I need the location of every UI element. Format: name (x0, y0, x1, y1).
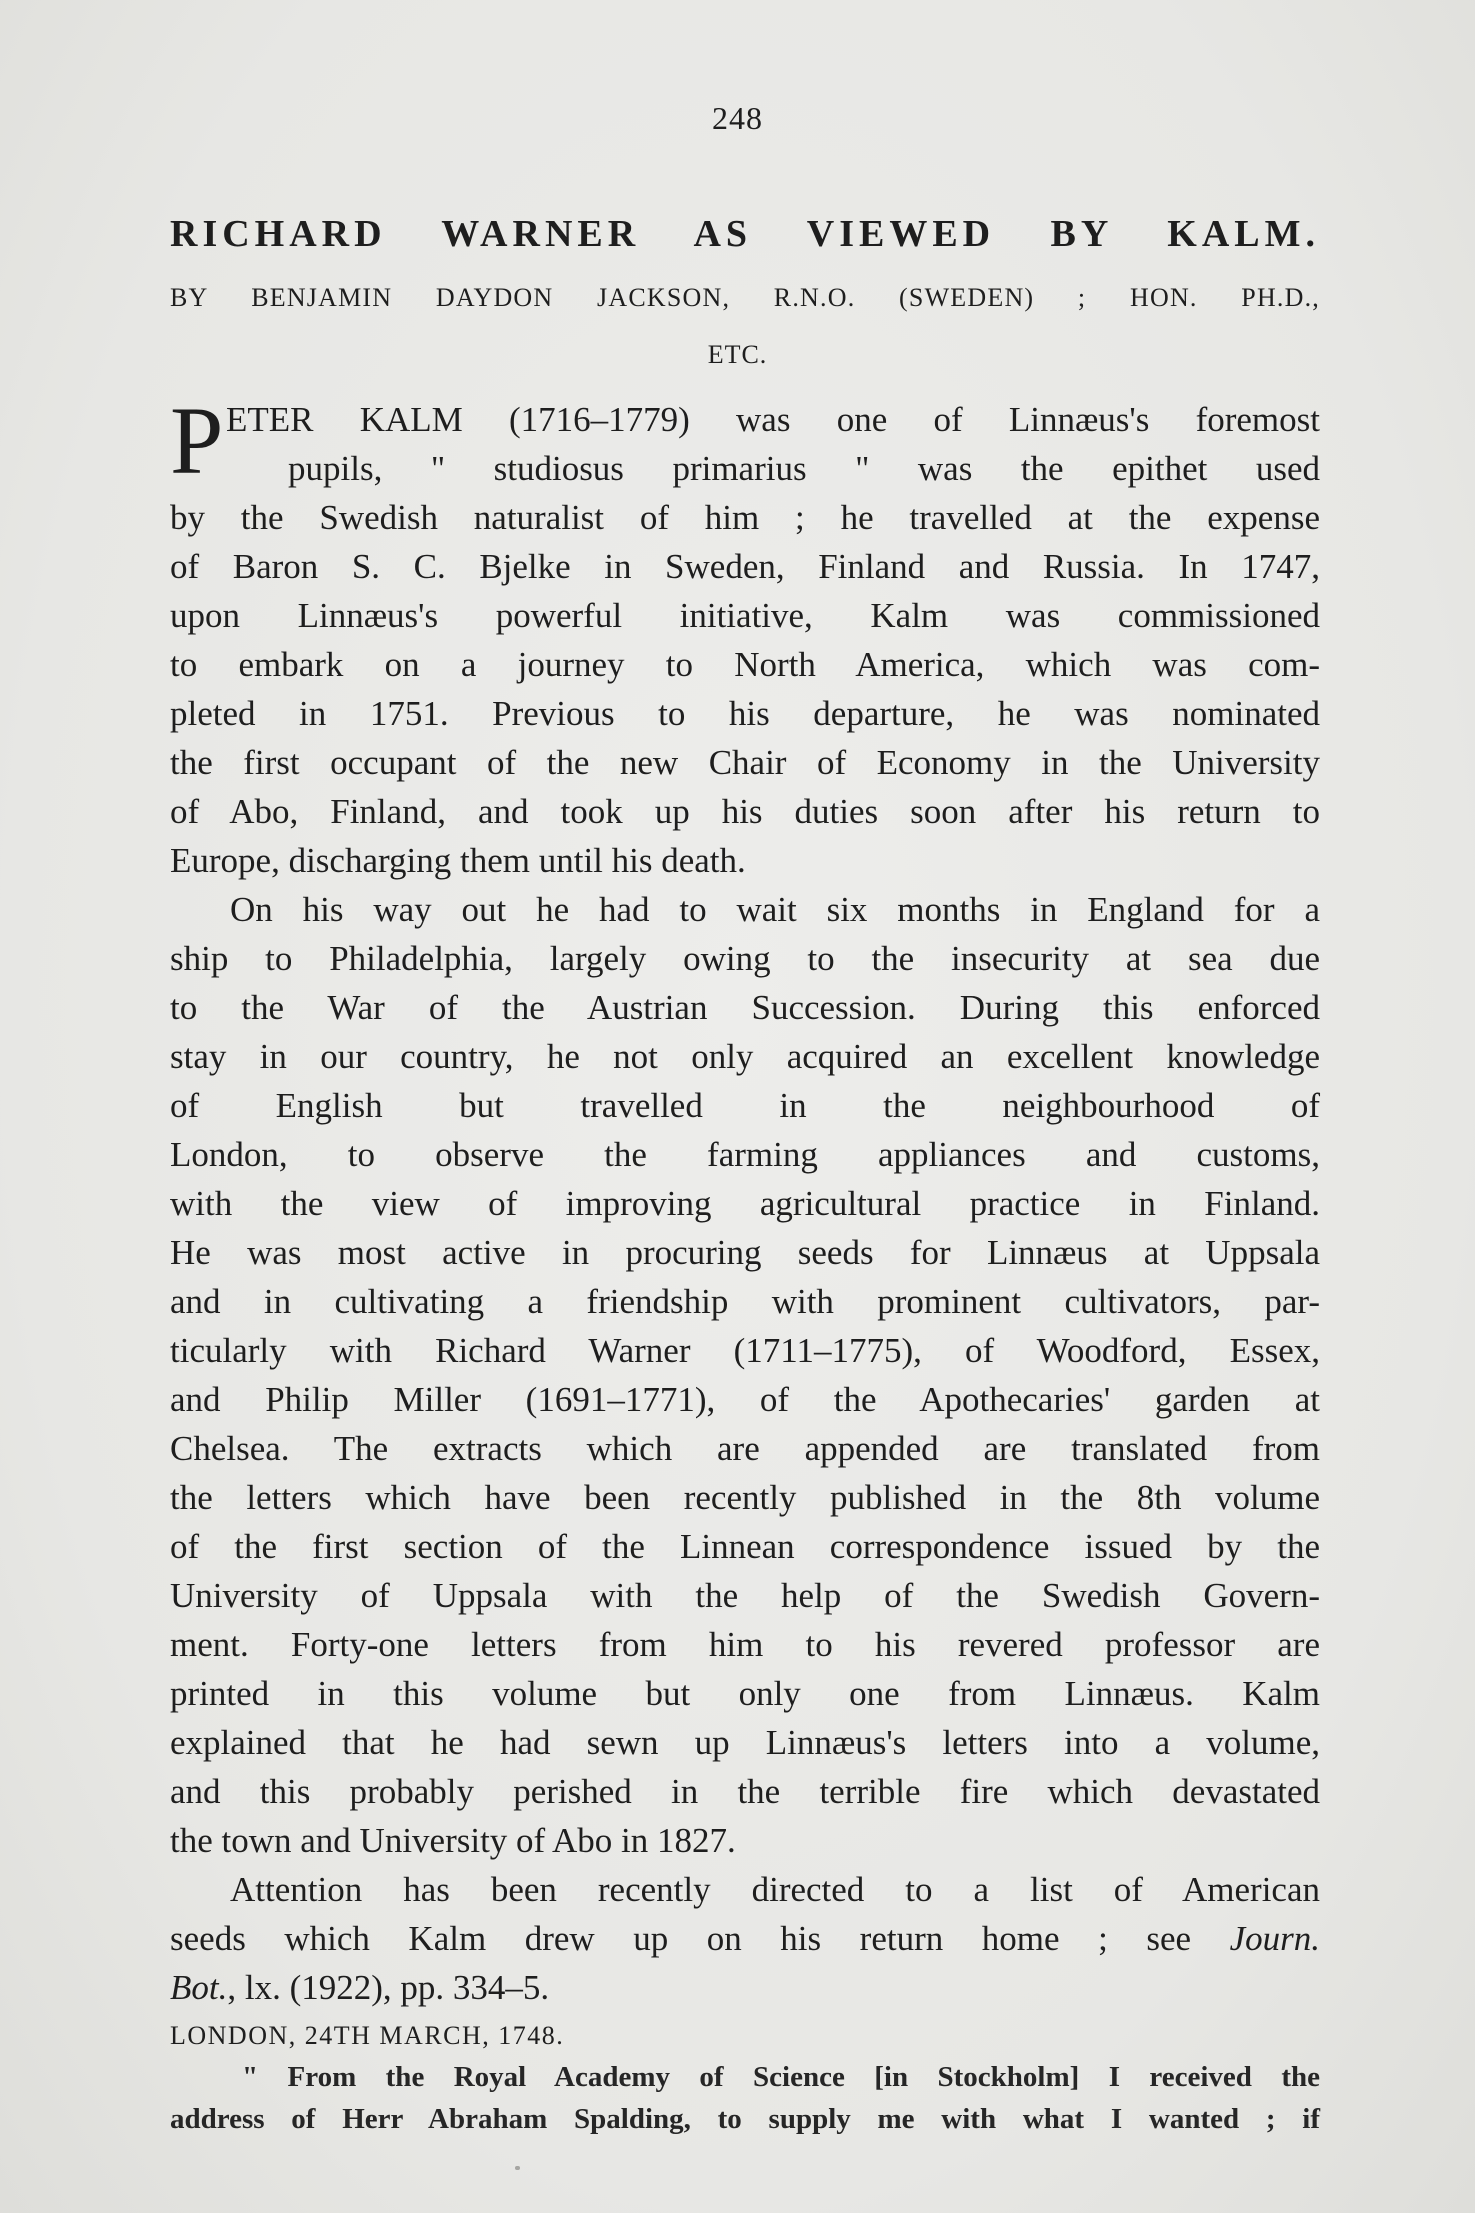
text-span: seeds which Kalm drew up on his return home ; see (170, 1919, 1192, 1958)
drop-cap: P (170, 387, 224, 494)
text-line: of English but travelled in the neighbourhood of (170, 1086, 1320, 1125)
text-line: London, to observe the farming appliances and customs, (170, 1135, 1320, 1174)
journal-abbrev: Bot. (170, 1968, 228, 2007)
article-body (170, 387, 1320, 2140)
text-line: pleted in 1751. Previous to his departure, he was nominated (170, 694, 1320, 733)
text-line: the letters which have been recently published in the 8th volume (170, 1478, 1320, 1517)
text-line: printed in this volume but only one from Linnæus. Kalm (170, 1674, 1320, 1713)
text-line: Chelsea. The extracts which are appended are translated from (170, 1429, 1320, 1468)
paragraph-1 (170, 387, 1320, 885)
text-line: to the War of the Austrian Succession. During this enforced (170, 988, 1320, 1027)
letter-dateline: LONDON, 24TH MARCH, 1748. (170, 2021, 565, 2050)
text-line: the first occupant of the new Chair of Economy in the University (170, 743, 1320, 782)
text-line: of Baron S. C. Bjelke in Sweden, Finland and Russia. In 1747, (170, 547, 1320, 586)
text-line: and in cultivating a friendship with prominent cultivators, par- (170, 1282, 1320, 1321)
text-line: " From the Royal Academy of Science [in Stockholm] I received the (242, 2061, 1320, 2093)
letter-excerpt (170, 2056, 1320, 2140)
text-line: of the first section of the Linnean correspondence issued by the (170, 1527, 1320, 1566)
text-line: with the view of improving agricultural practice in Finland. (170, 1184, 1320, 1223)
text-line: by the Swedish naturalist of him ; he travelled at the expense (170, 498, 1320, 537)
text-line: stay in our country, he not only acquired an excellent knowledge (170, 1037, 1320, 1076)
text-line (170, 1914, 1320, 1963)
text-line: address of Herr Abraham Spalding, to supply me with what I wanted ; if (170, 2103, 1320, 2135)
byline: BY BENJAMIN DAYDON JACKSON, R.N.O. (SWEDEN) ; HON. PH.D., (170, 283, 1320, 312)
print-speck (515, 2166, 520, 2170)
text-line (170, 1963, 1320, 2012)
paragraph-2 (170, 885, 1320, 1865)
text-line: and Philip Miller (1691–1771), of the Apothecaries' garden at (170, 1380, 1320, 1419)
text-line: explained that he had sewn up Linnæus's letters into a volume, (170, 1723, 1320, 1762)
text-line: University of Uppsala with the help of the Swedish Govern- (170, 1576, 1320, 1615)
text-line: of Abo, Finland, and took up his duties soon after his return to (170, 792, 1320, 831)
text-line: ship to Philadelphia, largely owing to the insecurity at sea due (170, 939, 1320, 978)
text-line: upon Linnæus's powerful initiative, Kalm was commissioned (170, 596, 1320, 635)
text-line: pupils, " studiosus primarius " was the epithet used (288, 449, 1320, 488)
byline-continuation: ETC. (707, 340, 768, 369)
article-title: RICHARD WARNER AS VIEWED BY KALM. (170, 213, 1320, 255)
paragraph-3 (170, 1865, 1320, 2012)
text-line: ment. Forty-one letters from him to his revered professor are (170, 1625, 1320, 1664)
page-number: 248 (712, 100, 763, 136)
text-line: Europe, discharging them until his death. (170, 841, 746, 880)
text-line: and this probably perished in the terrible fire which devastated (170, 1772, 1320, 1811)
text-line: Attention has been recently directed to a list of American (230, 1870, 1320, 1909)
text-span: , lx. (1922), pp. 334–5. (227, 1968, 550, 2007)
text-line: ETER KALM (1716–1779) was one of Linnæus's foremost (226, 400, 1320, 439)
text-line: ticularly with Richard Warner (1711–1775), of Woodford, Essex, (170, 1331, 1320, 1370)
text-line: He was most active in procuring seeds for Linnæus at Uppsala (170, 1233, 1320, 1272)
text-line: the town and University of Abo in 1827. (170, 1821, 736, 1860)
text-line: to embark on a journey to North America, which was com- (170, 645, 1320, 684)
journal-abbrev: Journ. (1229, 1919, 1320, 1958)
text-line: On his way out he had to wait six months in England for a (230, 890, 1320, 929)
